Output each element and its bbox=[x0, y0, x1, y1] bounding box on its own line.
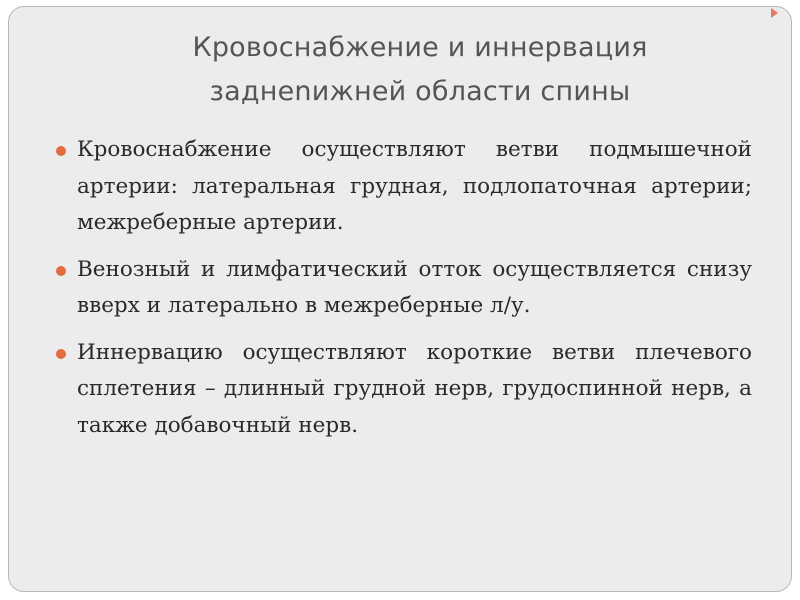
title-line-2: заднenижней области спины bbox=[209, 76, 631, 107]
bullet-text: Венозный и лимфатический отток осуществляется снизу вверх и латерально в межреберные л/у. bbox=[77, 256, 752, 318]
bullet-text: Кровоснабжение осуществляют ветви подмышечной артерии: латеральная грудная, подлопаточная артерии; межреберные артерии. bbox=[77, 137, 752, 235]
title-line-1: Кровоснабжение и иннервация bbox=[192, 32, 648, 63]
bullet-text: Иннервацию осуществляют короткие ветви плечевого сплетения – длинный грудной нерв, грудоспинной нерв, а также добавочный нерв. bbox=[77, 339, 752, 438]
slide-title bbox=[120, 26, 720, 114]
bullet-dot-icon bbox=[56, 146, 66, 156]
bullet-list bbox=[52, 132, 752, 454]
bullet-item bbox=[52, 132, 752, 242]
bullet-item bbox=[52, 252, 752, 325]
bullet-item bbox=[52, 335, 752, 445]
bullet-dot-icon bbox=[56, 349, 66, 359]
bullet-dot-icon bbox=[56, 266, 66, 276]
corner-arrow-icon bbox=[771, 8, 778, 18]
